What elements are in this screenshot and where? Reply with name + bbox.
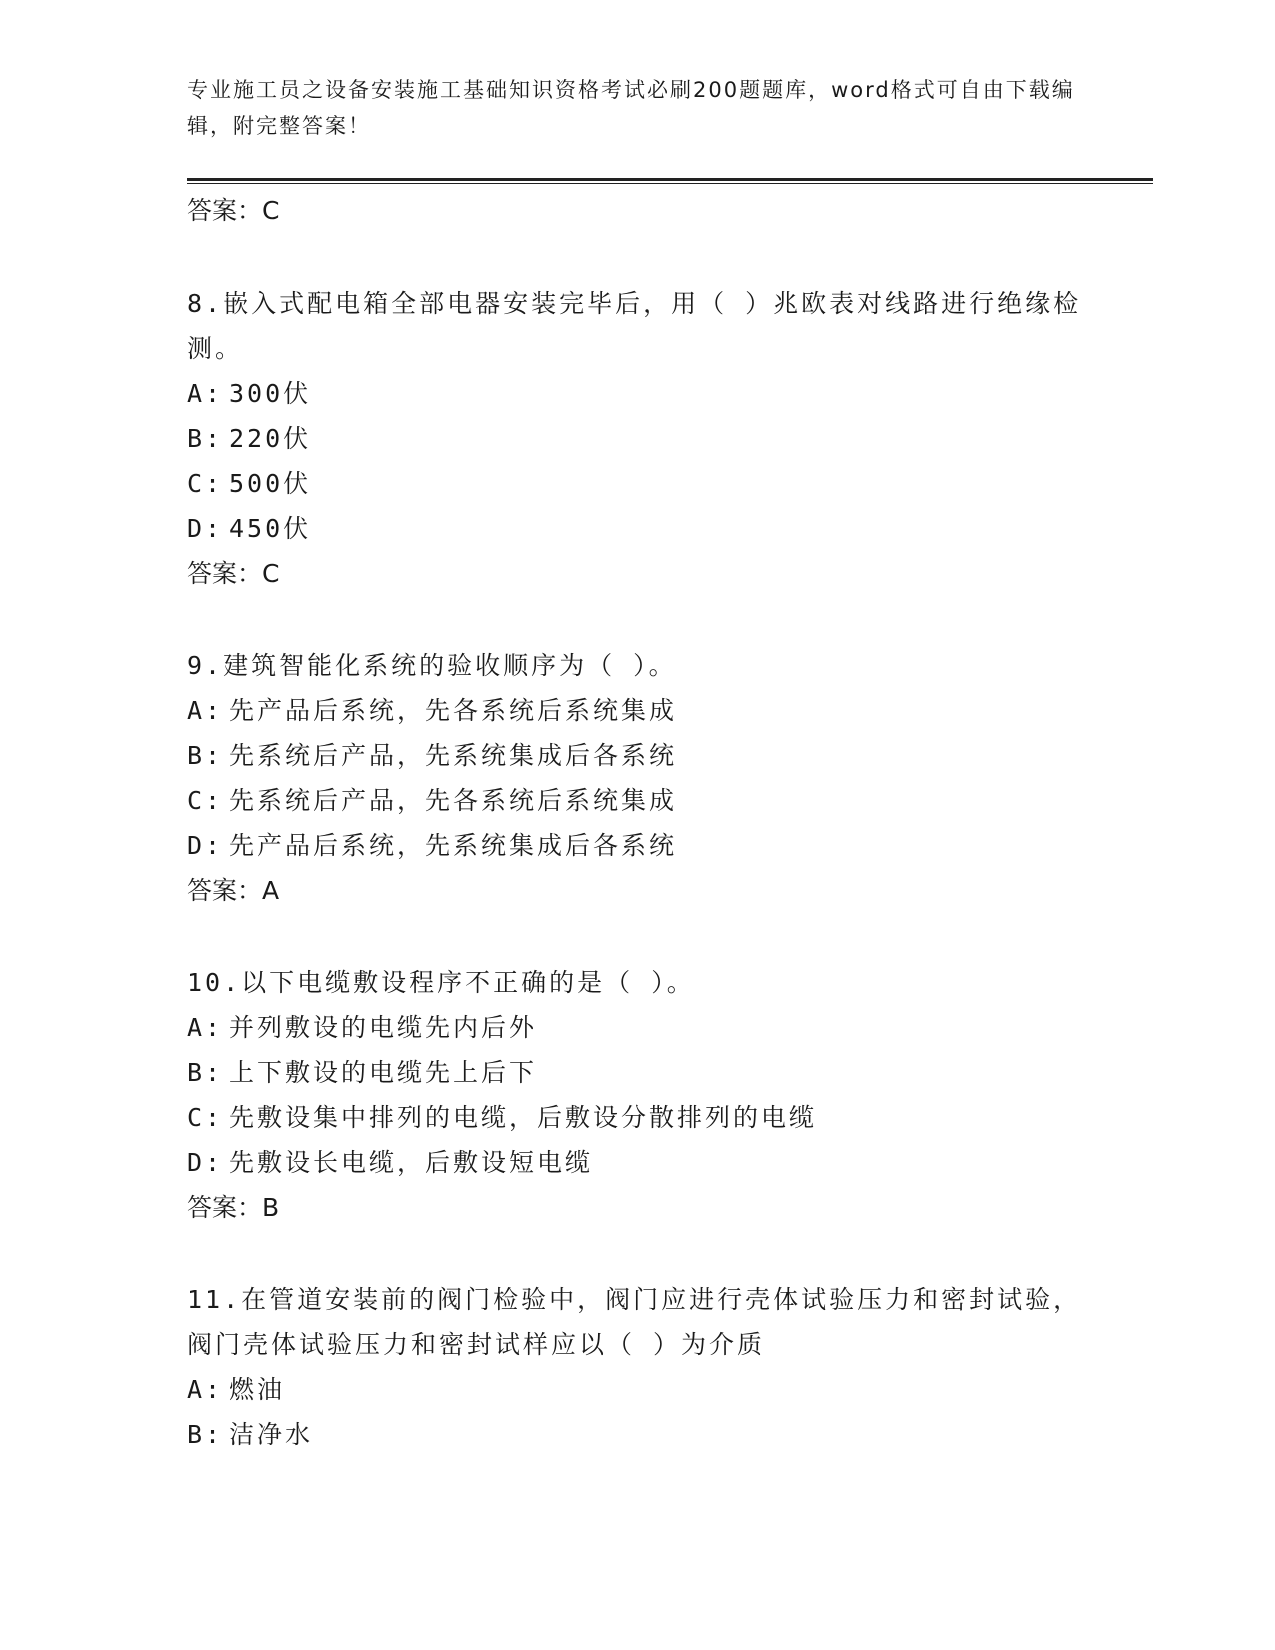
option-text: 220伏 <box>229 424 312 453</box>
header-divider-thick <box>187 178 1153 181</box>
option-b <box>187 1050 1087 1095</box>
option-key: A: <box>187 696 224 725</box>
question-stem: 8.嵌入式配电箱全部电器安装完毕后，用（ ）兆欧表对线路进行绝缘检测。 <box>187 289 1082 363</box>
question-8 <box>187 281 1087 595</box>
option-key: A: <box>187 1375 224 1404</box>
option-a <box>187 688 1087 733</box>
document-body <box>187 190 1087 1457</box>
option-text: 先产品后系统，先各系统后系统集成 <box>229 696 678 725</box>
option-key: B: <box>187 1058 224 1087</box>
question-stem: 9.建筑智能化系统的验收顺序为（ ）。 <box>187 651 677 680</box>
question-9 <box>187 643 1087 912</box>
option-text: 并列敷设的电缆先内后外 <box>229 1013 538 1042</box>
document-header: 专业施工员之设备安装施工基础知识资格考试必刷200题题库，word格式可自由下载编辑，附完整答案！ <box>187 78 1075 138</box>
option-c <box>187 778 1087 823</box>
option-text: 450伏 <box>229 514 312 543</box>
option-key: A: <box>187 1013 224 1042</box>
option-c <box>187 461 1087 506</box>
option-key: D: <box>187 514 224 543</box>
option-text: 上下敷设的电缆先上后下 <box>229 1058 538 1087</box>
option-d <box>187 1140 1087 1185</box>
option-key: C: <box>187 786 224 815</box>
question-stem: 11.在管道安装前的阀门检验中，阀门应进行壳体试验压力和密封试验，阀门壳体试验压力和密封试样应以（ ）为介质 <box>187 1285 1082 1359</box>
option-text: 先敷设集中排列的电缆，后敷设分散排列的电缆 <box>229 1103 818 1132</box>
question-answer: 答案：A <box>187 876 280 905</box>
option-key: C: <box>187 469 224 498</box>
option-c <box>187 1095 1087 1140</box>
option-text: 先系统后产品，先各系统后系统集成 <box>229 786 678 815</box>
option-a <box>187 1367 1087 1412</box>
option-text: 先产品后系统，先系统集成后各系统 <box>229 831 678 860</box>
question-answer: 答案：B <box>187 1193 280 1222</box>
question-answer: 答案：C <box>187 559 280 588</box>
option-text: 洁净水 <box>229 1420 314 1449</box>
option-key: B: <box>187 424 224 453</box>
option-key: D: <box>187 1148 224 1177</box>
header-divider-thin <box>187 183 1153 184</box>
question-10 <box>187 960 1087 1229</box>
option-a <box>187 1005 1087 1050</box>
option-text: 先系统后产品，先系统集成后各系统 <box>229 741 678 770</box>
option-key: D: <box>187 831 224 860</box>
option-b <box>187 733 1087 778</box>
option-b <box>187 1412 1087 1457</box>
option-a <box>187 371 1087 416</box>
option-text: 500伏 <box>229 469 312 498</box>
option-d <box>187 823 1087 868</box>
option-b <box>187 416 1087 461</box>
option-key: A: <box>187 379 224 408</box>
option-key: B: <box>187 741 224 770</box>
option-key: B: <box>187 1420 224 1449</box>
question-11 <box>187 1277 1087 1457</box>
option-text: 300伏 <box>229 379 312 408</box>
option-d <box>187 506 1087 551</box>
question-stem: 10.以下电缆敷设程序不正确的是（ ）。 <box>187 968 695 997</box>
previous-answer: 答案：C <box>187 196 280 225</box>
option-text: 先敷设长电缆，后敷设短电缆 <box>229 1148 594 1177</box>
option-text: 燃油 <box>229 1375 286 1404</box>
option-key: C: <box>187 1103 224 1132</box>
